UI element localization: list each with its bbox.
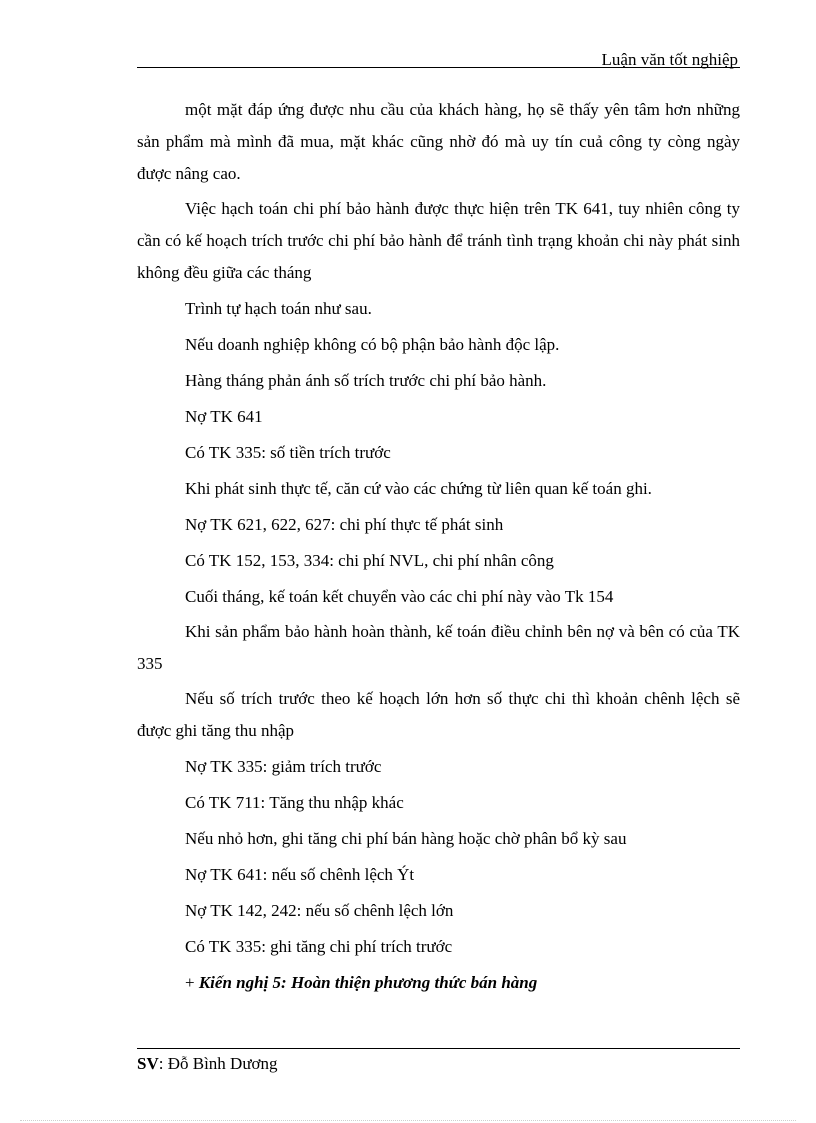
paragraph-5: Hàng tháng phản ánh số trích trước chi phí bảo hành. [185,371,547,390]
document-header-title: Luận văn tốt nghiệp [601,50,738,69]
paragraph-9: Nợ TK 621, 622, 627: chi phí thực tế phát sinh [185,515,504,534]
footer-author [137,1054,278,1074]
header-divider [137,67,740,68]
paragraph-15: Có TK 711: Tăng thu nhập khác [185,793,404,812]
paragraph-14: Nợ TK 335: giảm trích trước [185,757,382,776]
paragraph-12: Khi sản phẩm bảo hành hoàn thành, kế toán điều chỉnh bên nợ và bên có của TK 335 [137,622,740,673]
footer-student-name: Đỗ Bình Dương [167,1054,278,1073]
footer-divider [137,1048,740,1049]
footer-sv-label: SV [137,1054,159,1073]
paragraph-1: một mặt đáp ứng được nhu cầu của khách hàng, họ sẽ thấy yên tâm hơn những sản phẩm mà mình đã mua, mặt khác cũng nhờ đó mà uy tín cuả công ty còng ngày được nâng cao. [137,100,740,183]
paragraph-3: Trình tự hạch toán như sau. [185,299,372,318]
paragraph-13: Nếu số trích trước theo kế hoạch lớn hơn số thực chi thì khoản chênh lệch sẽ được ghi tăng thu nhập [137,689,740,740]
paragraph-4: Nếu doanh nghiệp không có bộ phận bảo hành độc lập. [185,335,560,354]
footer-separator: : [158,1054,168,1073]
heading-label: Kiến nghị 5: Hoàn thiện phương thức bán hàng [198,973,538,992]
paragraph-6: Nợ TK 641 [185,407,263,426]
paragraph-18: Nợ TK 142, 242: nếu số chênh lệch lớn [185,901,454,920]
paragraph-19: Có TK 335: ghi tăng chi phí trích trước [185,937,453,956]
paragraph-17: Nợ TK 641: nếu số chênh lệch Ýt [185,865,415,884]
section-heading-kien-nghi [137,966,740,999]
document-body [137,94,740,1002]
paragraph-7: Có TK 335: số tiền trích trước [185,443,391,462]
paragraph-10: Có TK 152, 153, 334: chi phí NVL, chi phí nhân công [185,551,554,570]
heading-prefix: + [185,973,199,992]
paragraph-8: Khi phát sinh thực tế, căn cứ vào các chứng từ liên quan kế toán ghi. [185,479,652,498]
paragraph-11: Cuối tháng, kế toán kết chuyển vào các chi phí này vào Tk 154 [185,587,614,606]
paragraph-16: Nếu nhỏ hơn, ghi tăng chi phí bán hàng hoặc chờ phân bổ kỳ sau [185,829,627,848]
page-bottom-edge [20,1120,796,1121]
paragraph-2: Việc hạch toán chi phí bảo hành được thực hiện trên TK 641, tuy nhiên công ty cần có kế hoạch trích trước chi phí bảo hành để tránh tình trạng khoản chi này phát sinh không đều giữa các tháng [137,199,740,282]
